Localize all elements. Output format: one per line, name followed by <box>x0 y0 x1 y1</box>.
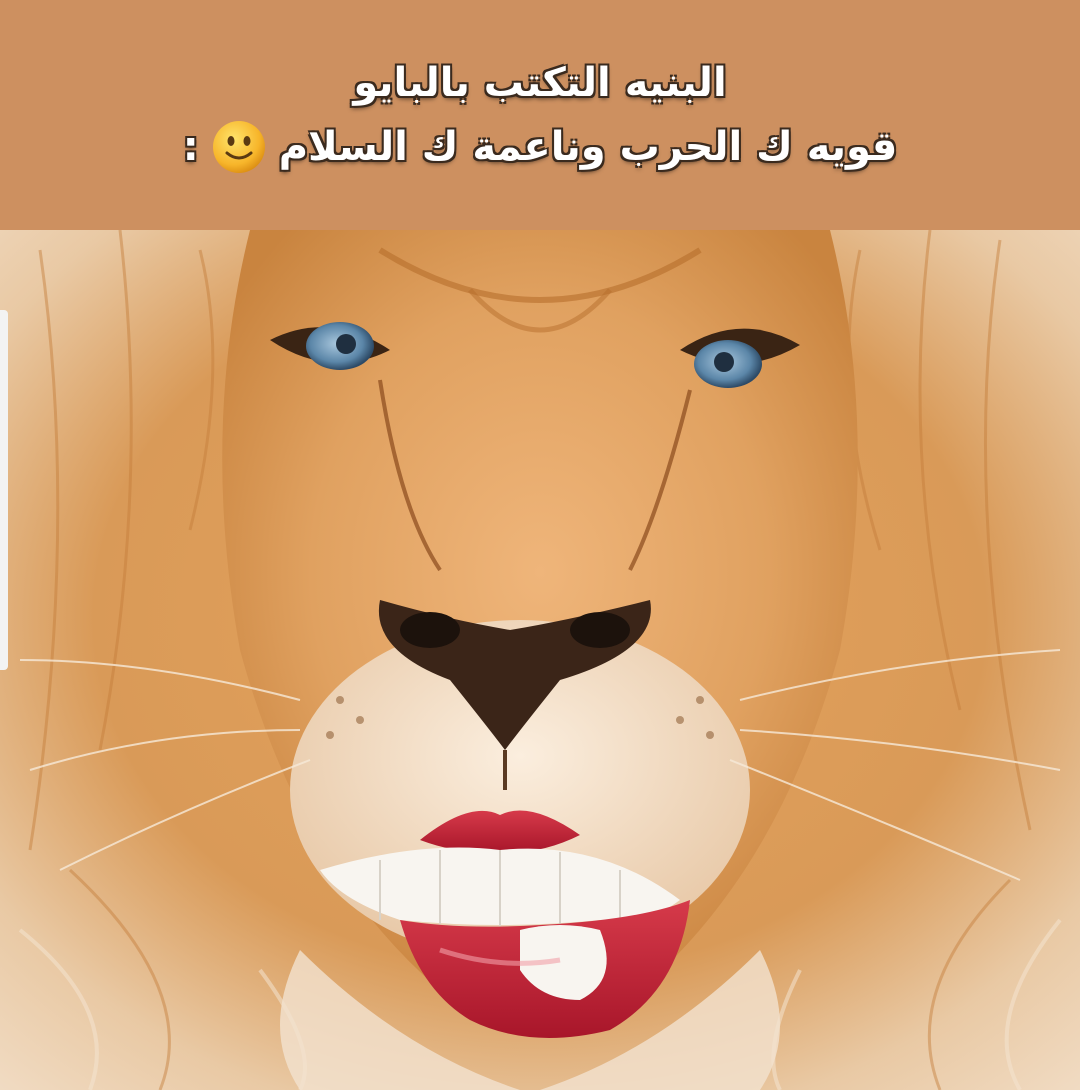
caption-line-2-colon: : <box>182 124 199 170</box>
slightly-smiling-face-icon <box>211 119 267 175</box>
caption-line-2-text: قويه ك الحرب وناعمة ك السلام <box>278 124 898 170</box>
caption-bar <box>0 0 1080 230</box>
scroll-edge-handle <box>0 310 8 670</box>
caption-line-1: البنيه التكتب بالبايو <box>353 60 727 106</box>
caption-line-2 <box>183 115 898 179</box>
lion-photo <box>0 230 1080 1090</box>
